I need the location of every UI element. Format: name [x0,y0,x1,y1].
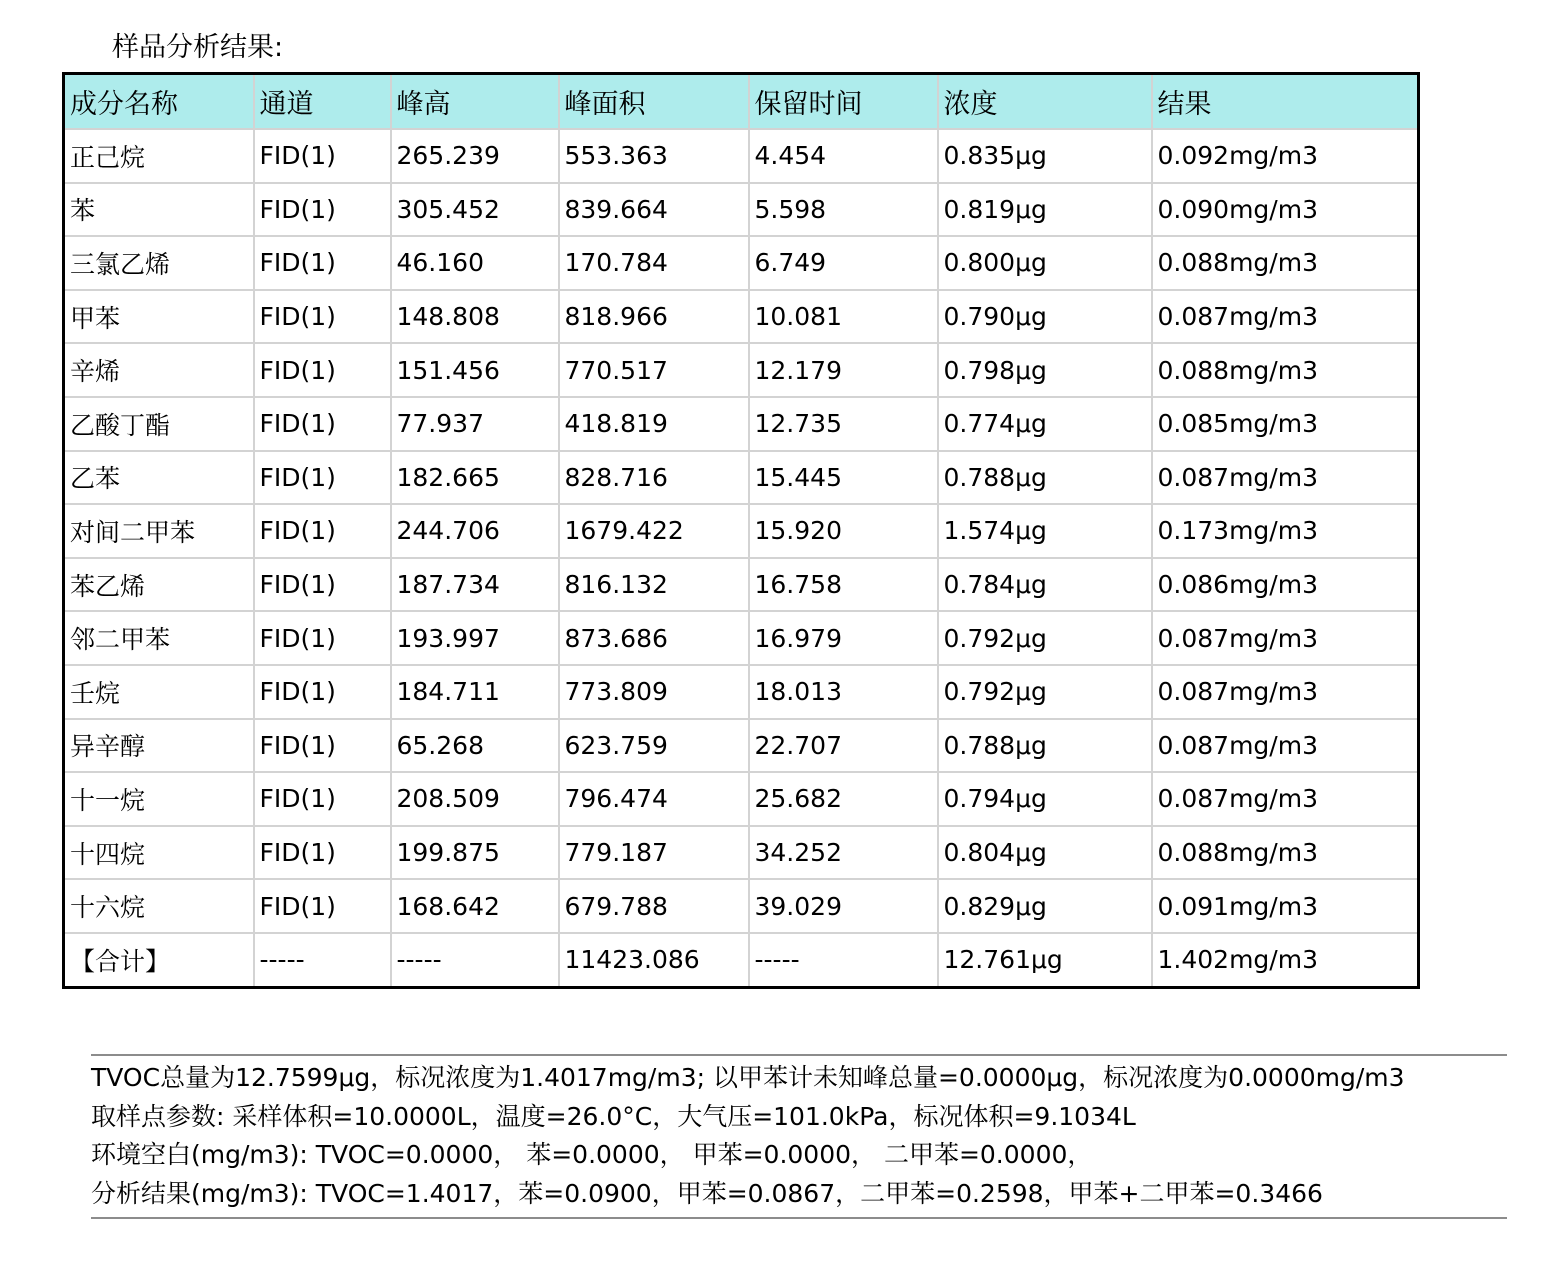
column-header-component-name: 成分名称 [64,74,254,130]
table-row [64,772,1419,826]
channel-cell: ----- [254,933,391,987]
channel-cell: FID(1) [254,397,391,451]
retention-time-cell: 12.179 [749,343,938,397]
table-row [64,665,1419,719]
analysis-results-line: 分析结果(mg/m3): TVOC=1.4017，苯=0.0900，甲苯=0.0867，二甲苯=0.2598，甲苯+二甲苯=0.3466 [91,1178,1323,1208]
component-name-cell: 对间二甲苯 [64,504,254,558]
concentration-cell: 0.790μg [938,290,1152,344]
retention-time-cell: 6.749 [749,236,938,290]
peak-height-cell: 244.706 [391,504,559,558]
result-cell: 0.088mg/m3 [1152,343,1419,397]
component-name-cell: 十一烷 [64,772,254,826]
table-body [64,129,1419,987]
component-name-cell: 三氯乙烯 [64,236,254,290]
component-name-cell: 【合计】 [64,933,254,987]
channel-cell: FID(1) [254,719,391,773]
channel-cell: FID(1) [254,558,391,612]
component-name-cell: 邻二甲苯 [64,611,254,665]
component-name-cell: 十四烷 [64,826,254,880]
sampling-parameters-line: 取样点参数: 采样体积=10.0000L，温度=26.0°C，大气压=101.0kPa，标况体积=9.1034L [91,1101,1136,1131]
component-name-cell: 甲苯 [64,290,254,344]
concentration-cell: 0.784μg [938,558,1152,612]
result-cell: 0.092mg/m3 [1152,129,1419,183]
result-cell: 0.086mg/m3 [1152,558,1419,612]
peak-area-cell: 839.664 [559,183,749,237]
result-cell: 0.087mg/m3 [1152,611,1419,665]
peak-area-cell: 873.686 [559,611,749,665]
component-name-cell: 壬烷 [64,665,254,719]
column-header-peak-height: 峰高 [391,74,559,130]
component-name-cell: 异辛醇 [64,719,254,773]
total-row [64,933,1419,987]
peak-area-cell: 779.187 [559,826,749,880]
peak-area-cell: 623.759 [559,719,749,773]
retention-time-cell: 15.920 [749,504,938,558]
table-header-row [64,74,1419,130]
result-cell: 0.088mg/m3 [1152,826,1419,880]
component-name-cell: 苯 [64,183,254,237]
concentration-cell: 0.798μg [938,343,1152,397]
component-name-cell: 乙苯 [64,451,254,505]
concentration-cell: 0.792μg [938,665,1152,719]
table-row [64,611,1419,665]
retention-time-cell: 22.707 [749,719,938,773]
column-header-retention-time: 保留时间 [749,74,938,130]
concentration-cell: 0.819μg [938,183,1152,237]
result-cell: 0.085mg/m3 [1152,397,1419,451]
column-header-result: 结果 [1152,74,1419,130]
retention-time-cell: 15.445 [749,451,938,505]
retention-time-cell: 18.013 [749,665,938,719]
column-header-channel: 通道 [254,74,391,130]
retention-time-cell: 39.029 [749,879,938,933]
peak-height-cell: 46.160 [391,236,559,290]
result-cell: 0.088mg/m3 [1152,236,1419,290]
table-row [64,129,1419,183]
channel-cell: FID(1) [254,129,391,183]
column-header-peak-area: 峰面积 [559,74,749,130]
component-name-cell: 十六烷 [64,879,254,933]
concentration-cell: 0.804μg [938,826,1152,880]
peak-height-cell: 77.937 [391,397,559,451]
channel-cell: FID(1) [254,236,391,290]
table-row [64,826,1419,880]
result-cell: 0.087mg/m3 [1152,290,1419,344]
environment-blank-line: 环境空白(mg/m3): TVOC=0.0000， 苯=0.0000， 甲苯=0.0000， 二甲苯=0.0000， [91,1140,1093,1169]
peak-area-cell: 796.474 [559,772,749,826]
summary-block [91,1054,1507,1219]
retention-time-cell: 12.735 [749,397,938,451]
component-name-cell: 辛烯 [64,343,254,397]
concentration-cell: 0.800μg [938,236,1152,290]
peak-height-cell: 168.642 [391,879,559,933]
table-row [64,183,1419,237]
component-name-cell: 正己烷 [64,129,254,183]
concentration-cell: 0.794μg [938,772,1152,826]
retention-time-cell: 16.979 [749,611,938,665]
peak-area-cell: 770.517 [559,343,749,397]
channel-cell: FID(1) [254,772,391,826]
peak-height-cell: ----- [391,933,559,987]
peak-area-cell: 553.363 [559,129,749,183]
concentration-cell: 0.829μg [938,879,1152,933]
channel-cell: FID(1) [254,826,391,880]
retention-time-cell: 10.081 [749,290,938,344]
table-row [64,343,1419,397]
peak-height-cell: 305.452 [391,183,559,237]
section-title: 样品分析结果: [112,32,284,63]
result-cell: 0.087mg/m3 [1152,772,1419,826]
concentration-cell: 1.574μg [938,504,1152,558]
table-row [64,451,1419,505]
retention-time-cell: ----- [749,933,938,987]
peak-height-cell: 199.875 [391,826,559,880]
peak-height-cell: 265.239 [391,129,559,183]
peak-height-cell: 184.711 [391,665,559,719]
retention-time-cell: 5.598 [749,183,938,237]
table-row [64,504,1419,558]
peak-height-cell: 193.997 [391,611,559,665]
component-name-cell: 乙酸丁酯 [64,397,254,451]
concentration-cell: 0.788μg [938,719,1152,773]
column-header-concentration: 浓度 [938,74,1152,130]
peak-area-cell: 418.819 [559,397,749,451]
table-row [64,719,1419,773]
peak-area-cell: 679.788 [559,879,749,933]
channel-cell: FID(1) [254,451,391,505]
tvoc-summary-line: TVOC总量为12.7599μg，标况浓度为1.4017mg/m3; 以甲苯计未知峰总量=0.0000μg，标况浓度为0.0000mg/m3 [91,1063,1405,1092]
result-cell: 0.091mg/m3 [1152,879,1419,933]
retention-time-cell: 16.758 [749,558,938,612]
peak-height-cell: 187.734 [391,558,559,612]
peak-area-cell: 818.966 [559,290,749,344]
retention-time-cell: 4.454 [749,129,938,183]
channel-cell: FID(1) [254,290,391,344]
channel-cell: FID(1) [254,343,391,397]
table-row [64,397,1419,451]
table-row [64,558,1419,612]
peak-height-cell: 65.268 [391,719,559,773]
peak-area-cell: 170.784 [559,236,749,290]
result-cell: 0.087mg/m3 [1152,665,1419,719]
peak-area-cell: 828.716 [559,451,749,505]
peak-area-cell: 11423.086 [559,933,749,987]
concentration-cell: 0.788μg [938,451,1152,505]
result-cell: 0.087mg/m3 [1152,719,1419,773]
peak-area-cell: 773.809 [559,665,749,719]
channel-cell: FID(1) [254,879,391,933]
table-row [64,236,1419,290]
result-cell: 1.402mg/m3 [1152,933,1419,987]
concentration-cell: 0.792μg [938,611,1152,665]
peak-area-cell: 816.132 [559,558,749,612]
table-row [64,879,1419,933]
peak-area-cell: 1679.422 [559,504,749,558]
channel-cell: FID(1) [254,665,391,719]
channel-cell: FID(1) [254,183,391,237]
retention-time-cell: 25.682 [749,772,938,826]
concentration-cell: 0.774μg [938,397,1152,451]
channel-cell: FID(1) [254,611,391,665]
peak-height-cell: 182.665 [391,451,559,505]
analysis-results-table [62,72,1420,989]
peak-height-cell: 151.456 [391,343,559,397]
table-row [64,290,1419,344]
retention-time-cell: 34.252 [749,826,938,880]
result-cell: 0.087mg/m3 [1152,451,1419,505]
concentration-cell: 0.835μg [938,129,1152,183]
result-cell: 0.173mg/m3 [1152,504,1419,558]
peak-height-cell: 148.808 [391,290,559,344]
component-name-cell: 苯乙烯 [64,558,254,612]
channel-cell: FID(1) [254,504,391,558]
peak-height-cell: 208.509 [391,772,559,826]
concentration-cell: 12.761μg [938,933,1152,987]
result-cell: 0.090mg/m3 [1152,183,1419,237]
